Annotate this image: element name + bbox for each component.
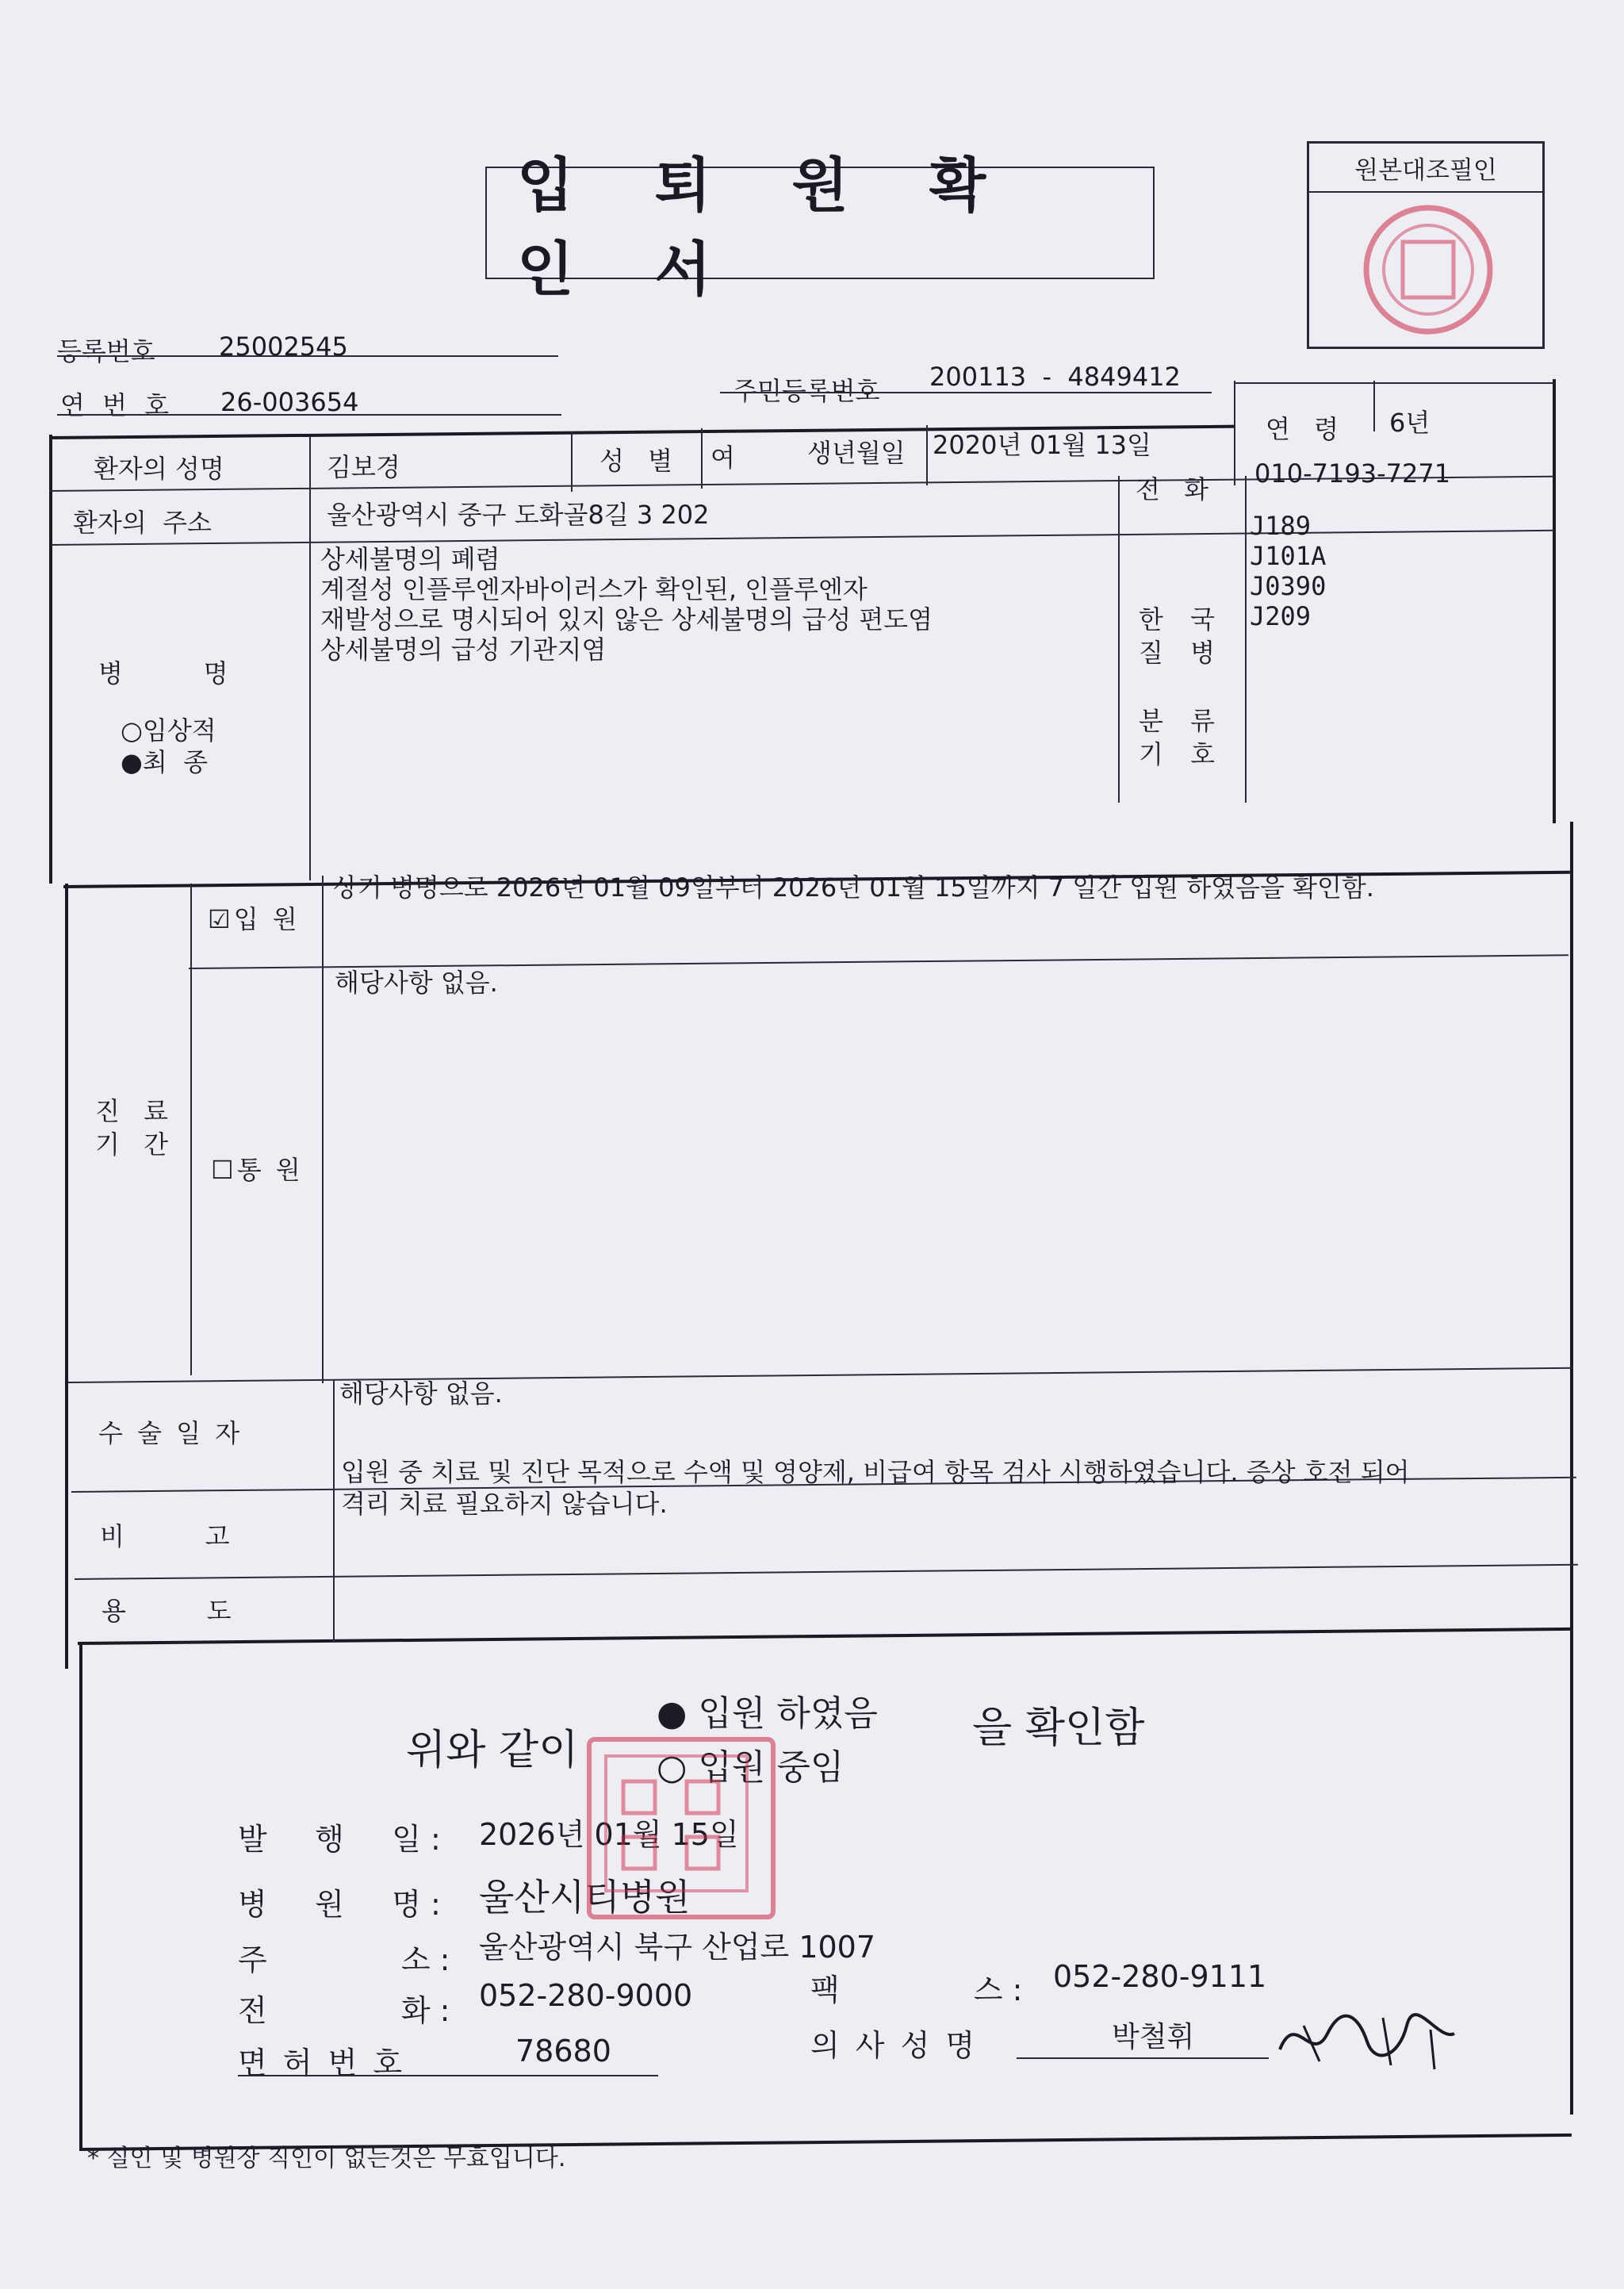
resident-no-underline — [720, 392, 1212, 393]
hospital-tel: 052-280-9000 — [479, 1978, 693, 2013]
period-label-line: 진 료 — [95, 1096, 176, 1126]
resident-no-value: 200113 - 4849412 — [929, 362, 1181, 392]
doctor-signature-icon — [1272, 1994, 1462, 2081]
verification-seal-icon — [1309, 193, 1542, 347]
dob-value: 2020년 01월 13일 — [933, 430, 1151, 460]
issue-date: 2026년 01월 15일 — [479, 1817, 739, 1852]
doctor-label: 의 사 성 명 — [810, 2028, 979, 2063]
col-lower-labels — [333, 1380, 335, 1642]
surgery-value: 해당사항 없음. — [339, 1378, 503, 1409]
age-value: 6년 — [1389, 408, 1431, 438]
outpatient-checkbox[interactable]: ☐통 원 — [211, 1155, 304, 1185]
registration-label: 등록번호 — [57, 336, 155, 366]
remarks-line: 입원 중 치료 및 진단 목적으로 수액 및 영양제, 비급여 항목 검사 시행하였습니다. 증상 호전 되어 — [341, 1457, 1410, 1487]
hospital-address: 울산광역시 북구 산업로 1007 — [479, 1930, 876, 1965]
inpatient-checkbox[interactable]: ☑입 원 — [208, 904, 301, 934]
patient-name-label: 환자의 성명 — [94, 454, 224, 484]
table-left-border-mid — [65, 884, 68, 1669]
disease-code: J209 — [1250, 601, 1312, 631]
col-code-label-right — [1245, 476, 1247, 803]
code-label-line: 기 호 — [1139, 739, 1224, 769]
col-ageval-divider — [1373, 381, 1375, 431]
title-box — [485, 151, 1155, 304]
period-label — [95, 1095, 176, 1161]
disease-label: 병 명 — [98, 658, 228, 688]
patient-address: 울산광역시 중구 도화골8길 3 202 — [327, 500, 710, 530]
doctor-name: 박철휘 — [1112, 2021, 1195, 2053]
disease-list — [320, 544, 933, 665]
disease-line: 재발성으로 명시되어 있지 않은 상세불명의 급성 편도염 — [320, 604, 933, 635]
license-label: 면 허 번 호 — [238, 2046, 406, 2080]
doctor-underline — [1017, 2057, 1269, 2059]
remarks-text — [341, 1456, 1410, 1520]
remarks-line: 격리 치료 필요하지 않습니다. — [341, 1489, 668, 1519]
disease-code-label — [1139, 603, 1224, 771]
sex-value: 여 — [710, 443, 735, 473]
col-dob-divider — [926, 425, 928, 485]
phone-value: 010-7193-7271 — [1254, 458, 1451, 489]
confirm-option-admitted[interactable]: ● 입원 하였음 — [657, 1693, 878, 1734]
purpose-label: 용 도 — [102, 1596, 232, 1626]
confirm-option-inpatient[interactable]: ○ 입원 중임 — [657, 1747, 845, 1788]
rule-purpose — [78, 1628, 1572, 1645]
hospital-address-label: 주 소 : — [238, 1942, 450, 1977]
code-label-line: 질 병 — [1139, 638, 1224, 668]
original-verification-box — [1307, 141, 1545, 349]
table-left-border-bottom — [79, 1642, 82, 2149]
remarks-label: 비 고 — [100, 1521, 230, 1551]
disease-code: J101A — [1250, 541, 1327, 571]
hospital-name: 울산시티병원 — [479, 1876, 691, 1919]
table-right-border-top — [1553, 379, 1556, 823]
outpatient-text: 해당사항 없음. — [335, 968, 498, 998]
rule-remarks — [75, 1564, 1578, 1580]
issue-date-label: 발 행 일 : — [238, 1822, 441, 1857]
disease-code: J0390 — [1250, 571, 1327, 601]
dob-label: 생년월일 — [807, 438, 906, 468]
patient-address-label: 환자의 주소 — [73, 508, 212, 538]
hospital-label: 병 원 명 : — [238, 1887, 441, 1922]
footnote: * 실인 및 병원장 직인이 없는것은 무효입니다. — [87, 2145, 566, 2172]
table-right-border-bottom — [1570, 822, 1573, 2115]
col-sexval-divider — [701, 428, 703, 489]
col-period-text — [322, 876, 324, 1383]
confirm-prefix: 위와 같이 — [406, 1727, 579, 1774]
hospital-fax: 052-280-9111 — [1053, 1959, 1267, 1994]
registration-value: 25002545 — [219, 332, 348, 362]
patient-name: 김보경 — [327, 452, 400, 482]
document-title: 입 퇴 원 확 인 서 — [517, 151, 1017, 304]
hospital-tel-label: 전 화 : — [238, 1993, 450, 2028]
col-period-sub — [190, 884, 192, 1375]
code-label-line: 한 국 — [1139, 604, 1224, 635]
serial-underline — [57, 414, 561, 416]
col-sex-divider — [571, 431, 573, 492]
age-label: 연 령 — [1266, 414, 1346, 444]
disease-line: 계절성 인플루엔자바이러스가 확인된, 인플루엔자 — [320, 574, 868, 604]
col-age-divider — [1234, 381, 1235, 485]
col-code-label-left — [1118, 476, 1120, 803]
disease-clinical-option[interactable]: ○임상적 — [121, 715, 216, 746]
hospital-seal-icon — [587, 1737, 776, 1919]
license-number: 78680 — [515, 2034, 611, 2069]
disease-line: 상세불명의 급성 기관지염 — [320, 635, 607, 665]
rule-2 — [51, 530, 1554, 546]
disease-final-option[interactable]: ●최 종 — [121, 747, 209, 777]
serial-value: 26-003654 — [220, 387, 359, 417]
phone-label: 전 화 — [1136, 474, 1216, 504]
period-label-line: 기 간 — [95, 1129, 176, 1160]
hospital-fax-label: 팩 스 : — [810, 1973, 1023, 2007]
inpatient-text: 상기 병명으로 2026년 01월 09일부터 2026년 01월 15일까지 7 일간 입원 하였음을 확인함. — [333, 872, 1374, 903]
resident-no-label: 주민등록번호 — [733, 376, 880, 406]
table-left-border-top — [49, 435, 52, 884]
disease-line: 상세불명의 폐렴 — [320, 544, 500, 574]
disease-code: J189 — [1250, 511, 1312, 541]
registration-underline — [57, 355, 558, 357]
license-underline — [238, 2075, 658, 2076]
rule-top-age — [1234, 382, 1554, 384]
confirm-suffix: 을 확인함 — [972, 1704, 1145, 1752]
rule-period-bottom — [68, 1367, 1573, 1383]
col-label-divider-top — [309, 436, 311, 880]
sex-label: 성 별 — [599, 446, 680, 476]
code-label-line: 분 류 — [1139, 706, 1224, 736]
surgery-label: 수 술 일 자 — [98, 1418, 243, 1448]
disease-codes — [1250, 511, 1326, 631]
serial-label: 연 번 호 — [60, 390, 174, 420]
original-verification-label: 원본대조필인 — [1309, 144, 1542, 193]
